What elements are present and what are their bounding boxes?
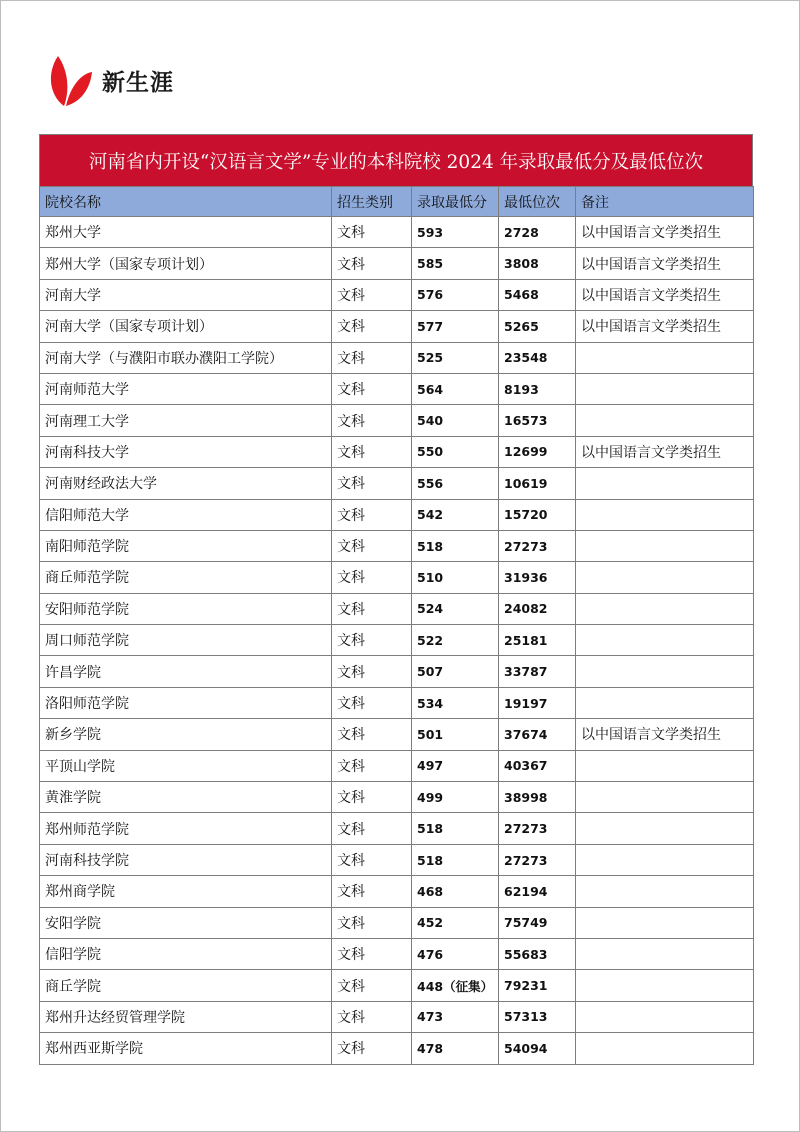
school-name-cell: 郑州大学 [40,217,332,248]
table-row [40,719,754,750]
min-rank-cell: 62194 [499,876,576,907]
school-name-cell: 信阳学院 [40,938,332,969]
min-rank-cell: 27273 [499,530,576,561]
table-row [40,468,754,499]
remark-cell: 以中国语言文学类招生 [576,217,754,248]
table-row [40,562,754,593]
table-row [40,750,754,781]
min-score-cell: 576 [412,279,499,310]
min-score-cell: 540 [412,405,499,436]
category-cell: 文科 [332,593,412,624]
category-cell: 文科 [332,217,412,248]
min-score-cell: 534 [412,687,499,718]
min-score-cell: 525 [412,342,499,373]
remark-cell [576,687,754,718]
category-cell: 文科 [332,687,412,718]
admission-table [39,186,754,1065]
min-rank-cell: 19197 [499,687,576,718]
min-rank-cell: 55683 [499,938,576,969]
category-cell: 文科 [332,907,412,938]
min-score-cell: 524 [412,593,499,624]
min-rank-cell: 38998 [499,782,576,813]
school-name-cell: 信阳师范大学 [40,499,332,530]
min-rank-cell: 16573 [499,405,576,436]
category-cell: 文科 [332,1033,412,1064]
remark-cell: 以中国语言文学类招生 [576,311,754,342]
category-cell: 文科 [332,1001,412,1032]
header-min-score: 录取最低分 [412,187,499,217]
table-row [40,593,754,624]
remark-cell [576,405,754,436]
min-rank-cell: 54094 [499,1033,576,1064]
table-row [40,1033,754,1064]
remark-cell [576,1033,754,1064]
school-name-cell: 新乡学院 [40,719,332,750]
min-rank-cell: 57313 [499,1001,576,1032]
remark-cell [576,782,754,813]
remark-cell [576,593,754,624]
min-score-cell: 478 [412,1033,499,1064]
category-cell: 文科 [332,876,412,907]
school-name-cell: 河南理工大学 [40,405,332,436]
brand-name: 新生涯 [102,69,174,96]
min-score-cell: 448（征集） [412,970,499,1001]
header-remark: 备注 [576,187,754,217]
remark-cell [576,656,754,687]
table-row [40,844,754,875]
remark-cell [576,373,754,404]
min-rank-cell: 33787 [499,656,576,687]
min-rank-cell: 2728 [499,217,576,248]
school-name-cell: 安阳师范学院 [40,593,332,624]
school-name-cell: 南阳师范学院 [40,530,332,561]
min-score-cell: 585 [412,248,499,279]
min-rank-cell: 27273 [499,844,576,875]
table-row [40,938,754,969]
min-rank-cell: 10619 [499,468,576,499]
remark-cell [576,530,754,561]
min-rank-cell: 23548 [499,342,576,373]
leaf-logo-icon [44,52,94,108]
category-cell: 文科 [332,311,412,342]
school-name-cell: 郑州商学院 [40,876,332,907]
remark-cell [576,970,754,1001]
category-cell: 文科 [332,562,412,593]
school-name-cell: 河南大学（国家专项计划） [40,311,332,342]
min-score-cell: 522 [412,625,499,656]
remark-cell [576,468,754,499]
category-cell: 文科 [332,468,412,499]
min-score-cell: 499 [412,782,499,813]
remark-cell [576,1001,754,1032]
remark-cell [576,938,754,969]
min-score-cell: 518 [412,530,499,561]
min-score-cell: 468 [412,876,499,907]
min-rank-cell: 40367 [499,750,576,781]
min-rank-cell: 79231 [499,970,576,1001]
remark-cell [576,342,754,373]
min-rank-cell: 25181 [499,625,576,656]
category-cell: 文科 [332,970,412,1001]
remark-cell: 以中国语言文学类招生 [576,719,754,750]
table-row [40,279,754,310]
min-rank-cell: 3808 [499,248,576,279]
remark-cell [576,625,754,656]
remark-cell [576,813,754,844]
table-row [40,907,754,938]
table-row [40,813,754,844]
table-header-row [40,187,754,217]
admission-table-container [39,134,753,1065]
min-score-cell: 452 [412,907,499,938]
table-row [40,687,754,718]
school-name-cell: 河南财经政法大学 [40,468,332,499]
table-row [40,248,754,279]
school-name-cell: 安阳学院 [40,907,332,938]
brand-logo [44,52,174,108]
min-score-cell: 564 [412,373,499,404]
remark-cell: 以中国语言文学类招生 [576,279,754,310]
min-score-cell: 518 [412,813,499,844]
school-name-cell: 郑州大学（国家专项计划） [40,248,332,279]
remark-cell: 以中国语言文学类招生 [576,436,754,467]
table-title: 河南省内开设“汉语言文学”专业的本科院校 2024 年录取最低分及最低位次 [39,134,753,186]
remark-cell [576,562,754,593]
table-row [40,530,754,561]
min-rank-cell: 15720 [499,499,576,530]
table-row [40,782,754,813]
min-rank-cell: 75749 [499,907,576,938]
min-score-cell: 510 [412,562,499,593]
min-rank-cell: 24082 [499,593,576,624]
category-cell: 文科 [332,530,412,561]
school-name-cell: 黄淮学院 [40,782,332,813]
category-cell: 文科 [332,656,412,687]
remark-cell: 以中国语言文学类招生 [576,248,754,279]
min-score-cell: 593 [412,217,499,248]
table-row [40,436,754,467]
table-row [40,405,754,436]
school-name-cell: 河南科技学院 [40,844,332,875]
category-cell: 文科 [332,719,412,750]
min-score-cell: 507 [412,656,499,687]
school-name-cell: 洛阳师范学院 [40,687,332,718]
category-cell: 文科 [332,844,412,875]
min-score-cell: 542 [412,499,499,530]
header-school: 院校名称 [40,187,332,217]
min-rank-cell: 37674 [499,719,576,750]
min-score-cell: 577 [412,311,499,342]
category-cell: 文科 [332,373,412,404]
min-score-cell: 550 [412,436,499,467]
min-score-cell: 497 [412,750,499,781]
remark-cell [576,499,754,530]
school-name-cell: 郑州师范学院 [40,813,332,844]
school-name-cell: 许昌学院 [40,656,332,687]
category-cell: 文科 [332,499,412,530]
school-name-cell: 河南科技大学 [40,436,332,467]
table-row [40,656,754,687]
table-row [40,1001,754,1032]
category-cell: 文科 [332,938,412,969]
school-name-cell: 郑州升达经贸管理学院 [40,1001,332,1032]
header-category: 招生类别 [332,187,412,217]
min-rank-cell: 31936 [499,562,576,593]
table-row [40,876,754,907]
category-cell: 文科 [332,782,412,813]
category-cell: 文科 [332,750,412,781]
min-rank-cell: 12699 [499,436,576,467]
min-score-cell: 556 [412,468,499,499]
remark-cell [576,876,754,907]
min-rank-cell: 5468 [499,279,576,310]
category-cell: 文科 [332,436,412,467]
min-rank-cell: 5265 [499,311,576,342]
table-row [40,970,754,1001]
school-name-cell: 平顶山学院 [40,750,332,781]
min-score-cell: 501 [412,719,499,750]
table-row [40,625,754,656]
table-row [40,499,754,530]
category-cell: 文科 [332,342,412,373]
min-rank-cell: 8193 [499,373,576,404]
min-score-cell: 518 [412,844,499,875]
school-name-cell: 周口师范学院 [40,625,332,656]
header-min-rank: 最低位次 [499,187,576,217]
table-row [40,311,754,342]
remark-cell [576,750,754,781]
school-name-cell: 河南师范大学 [40,373,332,404]
min-score-cell: 473 [412,1001,499,1032]
school-name-cell: 河南大学（与濮阳市联办濮阳工学院） [40,342,332,373]
category-cell: 文科 [332,279,412,310]
table-row [40,373,754,404]
min-score-cell: 476 [412,938,499,969]
min-rank-cell: 27273 [499,813,576,844]
school-name-cell: 商丘学院 [40,970,332,1001]
category-cell: 文科 [332,405,412,436]
school-name-cell: 郑州西亚斯学院 [40,1033,332,1064]
table-row [40,342,754,373]
school-name-cell: 河南大学 [40,279,332,310]
category-cell: 文科 [332,813,412,844]
remark-cell [576,907,754,938]
school-name-cell: 商丘师范学院 [40,562,332,593]
category-cell: 文科 [332,248,412,279]
category-cell: 文科 [332,625,412,656]
remark-cell [576,844,754,875]
table-row [40,217,754,248]
